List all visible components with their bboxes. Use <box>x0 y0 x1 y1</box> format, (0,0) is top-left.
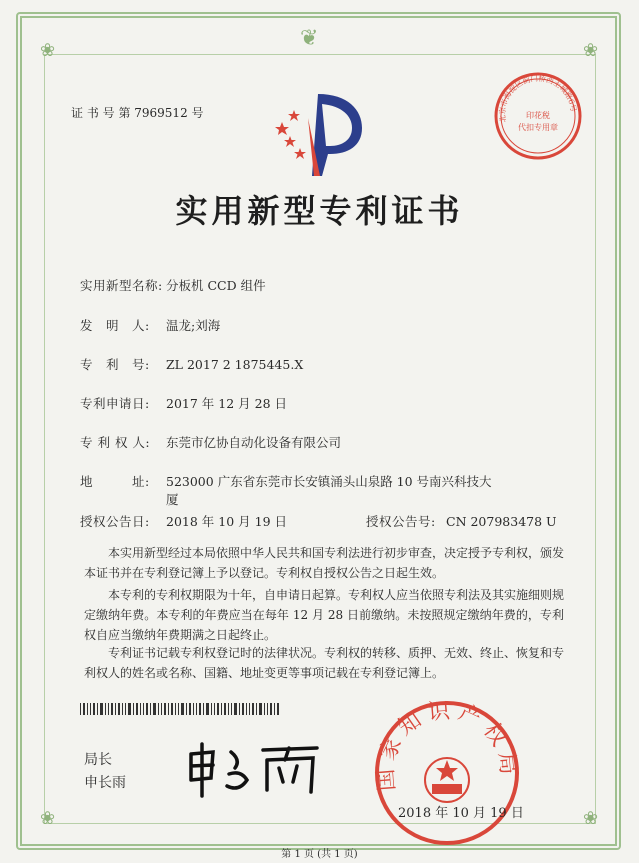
corner-ornament: ❀ <box>40 808 56 829</box>
paragraph-record: 专利证书记载专利权登记时的法律状况。专利权的转移、质押、无效、终止、恢复和专利权人的姓名或名称、国籍、地址变更等事项记载在专利登记簿上。 <box>84 646 565 680</box>
address-line1: 523000 广东省东莞市长安镇涌头山泉路 10 号南兴科技大 <box>166 474 492 489</box>
page-title: 实用新型专利证书 <box>175 192 464 230</box>
cnipa-emblem-icon <box>270 88 370 180</box>
patent-no-label: 专 利 号: <box>80 357 150 372</box>
announce-date-value: 2018 年 10 月 19 日 <box>166 514 287 529</box>
holder-value: 东莞市亿协自动化设备有限公司 <box>166 435 342 450</box>
paragraph-term: 本专利的专利权期限为十年，自申请日起算。专利权人应当依照专利法及其实施细则规定缴纳年费。本专利的年费应当在每年 12 月 28 日前缴纳。未按照规定缴纳年费的，专利权自应当缴纳年费期满之日起终止。 <box>84 588 565 642</box>
corner-ornament: ❀ <box>40 40 56 61</box>
svg-text:国家知识产权局 <box>373 698 521 791</box>
page-footer: 第 1 页 (共 1 页) <box>281 849 358 860</box>
filing-date-label: 专利申请日: <box>80 396 150 411</box>
paragraph-grant: 本实用新型经过本局依照中华人民共和国专利法进行初步审查，决定授予专利权，颁发本证书并在专利登记簿上予以登记。专利权自授权公告之日起生效。 <box>84 546 565 580</box>
certificate-number: 证 书 号 第 7969512 号 <box>71 106 204 120</box>
inventor-label: 发 明 人: <box>80 318 150 333</box>
patent-no-value: ZL 2017 2 1875445.X <box>166 357 304 372</box>
tax-seal-line2: 代扣专用章 <box>518 123 558 132</box>
signature-title: 局长 <box>84 752 112 768</box>
seal-ring-text: 国家知识产权局 <box>373 698 522 792</box>
barcode <box>80 703 280 715</box>
address-line2: 厦 <box>166 492 179 507</box>
announce-no-label: 授权公告号: <box>366 514 436 529</box>
name-value: 分板机 CCD 组件 <box>166 278 266 293</box>
announce-date-label: 授权公告日: <box>80 514 150 529</box>
address-label: 地 址: <box>80 474 150 489</box>
cnipa-official-seal <box>372 698 522 848</box>
filing-date-value: 2017 年 12 月 28 日 <box>166 396 287 411</box>
tax-seal-ring-text: 北京市海淀区蓟门桥西土城路6号 <box>497 73 579 124</box>
corner-ornament: ❀ <box>583 808 599 829</box>
name-label: 实用新型名称: <box>80 278 163 293</box>
corner-ornament: ❀ <box>583 40 599 61</box>
issue-date: 2018 年 10 月 19 日 <box>398 806 524 821</box>
holder-label: 专 利 权 人: <box>80 435 151 450</box>
handwritten-signature <box>185 740 325 800</box>
signature-name: 申长雨 <box>84 775 126 791</box>
announce-no-value: CN 207983478 U <box>446 514 557 529</box>
inventor-value: 温龙;刘海 <box>166 318 221 333</box>
tax-seal-stamp <box>492 70 584 162</box>
tax-seal-line1: 印花税 <box>526 111 550 120</box>
top-ornament: ❦ <box>300 26 319 51</box>
